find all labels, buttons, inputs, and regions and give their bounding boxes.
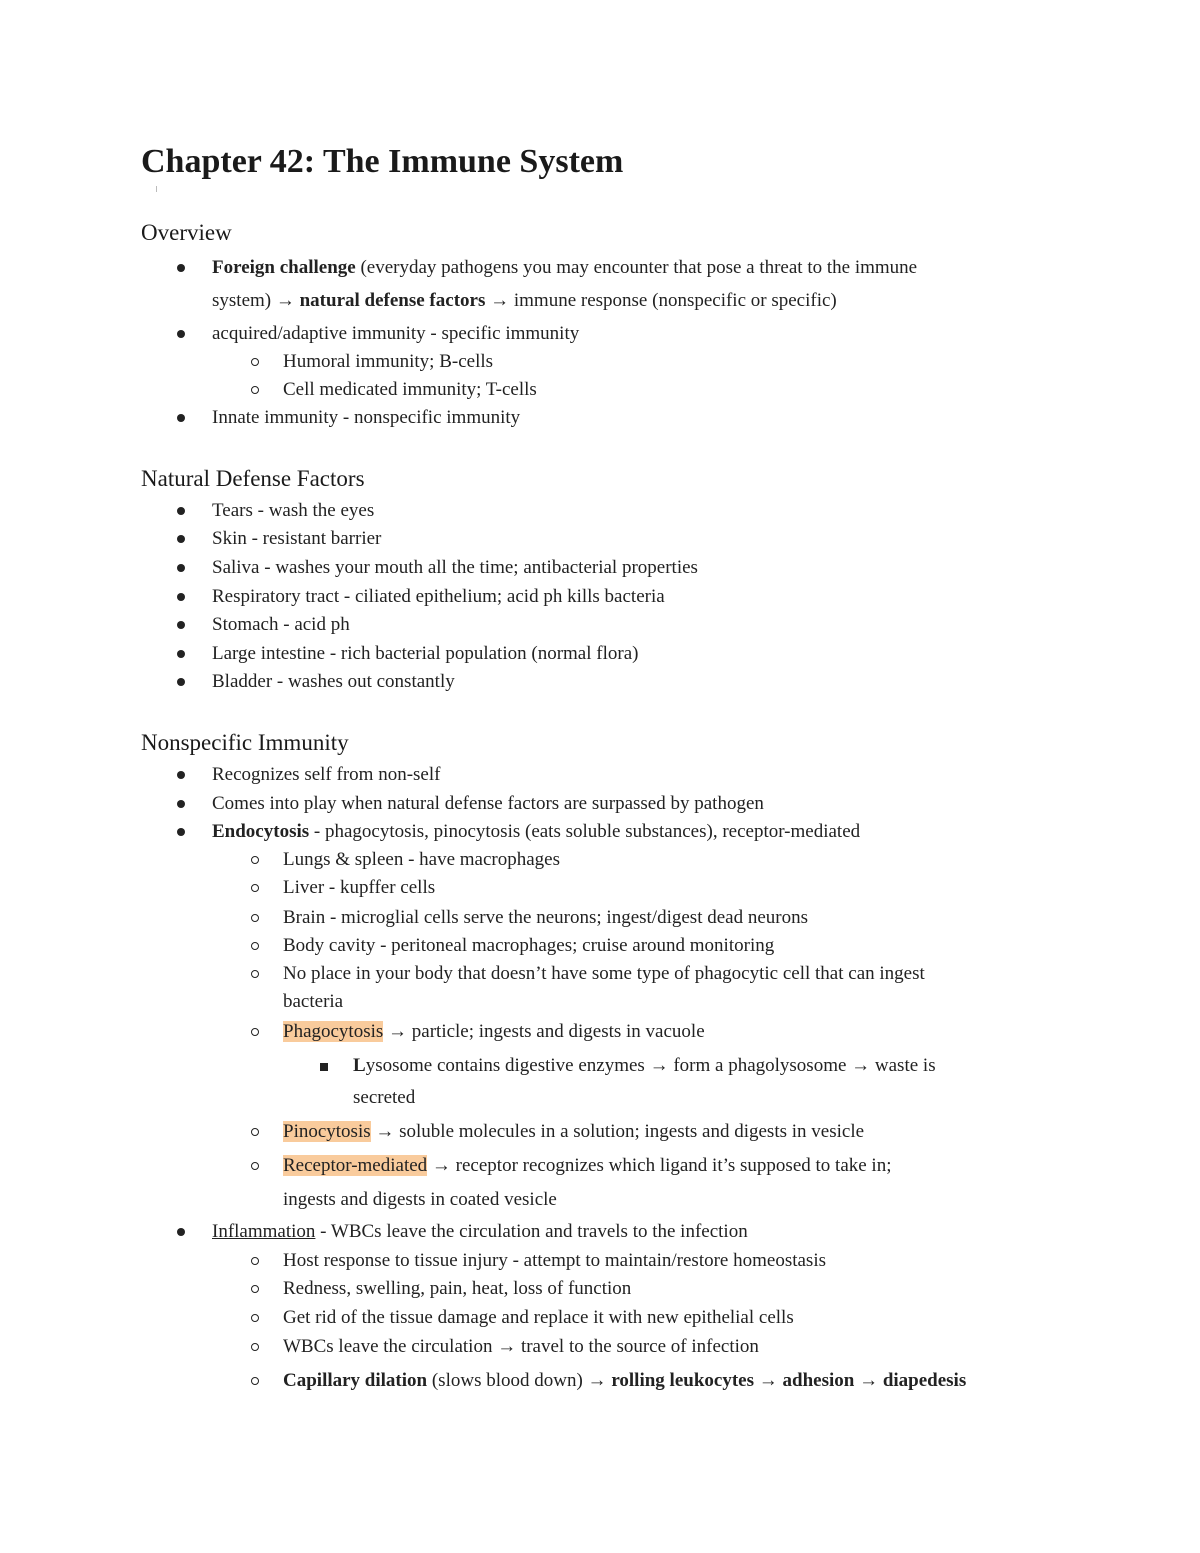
bullet-icon	[177, 564, 185, 572]
list-item-phagocytosis: Phagocytosis → particle; ingests and digests in vacuole	[283, 1021, 705, 1042]
bullet-icon	[177, 507, 185, 515]
list-item-pinocytosis: Pinocytosis → soluble molecules in a solution; ingests and digests in vesicle	[283, 1121, 865, 1142]
circle-bullet-icon	[251, 1162, 259, 1170]
circle-bullet-icon	[251, 1257, 259, 1265]
bullet-icon	[177, 535, 185, 543]
list-item-foreign-challenge: Foreign challenge (everyday pathogens you may encounter that pose a threat to the immune	[212, 257, 918, 278]
natural-defense-heading: Natural Defense Factors	[141, 466, 365, 491]
list-item-cell-medicated: Cell medicated immunity; T-cells	[283, 379, 537, 400]
endocytosis-term: Endocytosis	[212, 821, 310, 842]
rolling-leukocytes-term: rolling leukocytes	[611, 1370, 754, 1391]
circle-bullet-icon	[251, 970, 259, 978]
circle-bullet-icon	[251, 942, 259, 950]
diapedesis-term: diapedesis	[882, 1370, 967, 1391]
circle-bullet-icon	[251, 1343, 259, 1351]
adhesion-term: adhesion	[782, 1370, 855, 1391]
bullet-icon	[177, 414, 185, 422]
bullet-icon	[177, 330, 185, 338]
circle-bullet-icon	[251, 914, 259, 922]
square-bullet-icon	[320, 1063, 328, 1071]
list-item-get-rid: Get rid of the tissue damage and replace it with new epithelial cells	[283, 1307, 794, 1328]
circle-bullet-icon	[251, 884, 259, 892]
circle-bullet-icon	[251, 386, 259, 394]
list-item-recognizes: Recognizes self from non-self	[212, 764, 441, 785]
pinocytosis-highlight: Pinocytosis	[283, 1121, 371, 1142]
circle-bullet-icon	[251, 1285, 259, 1293]
list-item-respiratory: Respiratory tract - ciliated epithelium; acid ph kills bacteria	[212, 586, 665, 607]
circle-bullet-icon	[251, 358, 259, 366]
list-item-saliva: Saliva - washes your mouth all the time; antibacterial properties	[212, 557, 698, 578]
bullet-icon	[177, 678, 185, 686]
list-item-endocytosis: Endocytosis - phagocytosis, pinocytosis (eats soluble substances), receptor-mediated	[212, 821, 861, 842]
list-item-lungs: Lungs & spleen - have macrophages	[283, 849, 560, 870]
bullet-icon	[177, 264, 185, 272]
list-item-bladder: Bladder - washes out constantly	[212, 671, 455, 692]
text-cursor-mark	[156, 186, 157, 192]
list-item-liver: Liver - kupffer cells	[283, 877, 436, 898]
bullet-icon	[177, 771, 185, 779]
natural-defense-term: natural defense factors	[299, 290, 486, 311]
list-item-continuation: system) → natural defense factors → immune response (nonspecific or specific)	[212, 290, 837, 311]
list-item-tears: Tears - wash the eyes	[212, 500, 375, 521]
foreign-challenge-term: Foreign challenge	[212, 257, 356, 278]
capillary-dilation-term: Capillary dilation	[283, 1370, 428, 1391]
circle-bullet-icon	[251, 1128, 259, 1136]
list-item-humoral: Humoral immunity; B-cells	[283, 351, 494, 372]
overview-heading: Overview	[141, 220, 232, 245]
inflammation-term: Inflammation	[212, 1221, 316, 1242]
circle-bullet-icon	[251, 1028, 259, 1036]
list-item-no-place: No place in your body that doesn’t have some type of phagocytic cell that can ingest	[283, 963, 925, 984]
list-item-inflammation: Inflammation - WBCs leave the circulation and travels to the infection	[212, 1221, 748, 1242]
list-item-body-cavity: Body cavity - peritoneal macrophages; cruise around monitoring	[283, 935, 775, 956]
bullet-icon	[177, 650, 185, 658]
list-item-wbcs: WBCs leave the circulation → travel to the source of infection	[283, 1336, 759, 1357]
bullet-icon	[177, 800, 185, 808]
list-item-continuation: secreted	[353, 1087, 416, 1108]
circle-bullet-icon	[251, 1377, 259, 1385]
list-item-receptor-mediated: Receptor-mediated → receptor recognizes which ligand it’s supposed to take in;	[283, 1155, 892, 1176]
list-item-innate: Innate immunity - nonspecific immunity	[212, 407, 521, 428]
circle-bullet-icon	[251, 1314, 259, 1322]
receptor-mediated-highlight: Receptor-mediated	[283, 1155, 428, 1176]
list-item-large-intestine: Large intestine - rich bacterial population (normal flora)	[212, 643, 639, 664]
bullet-icon	[177, 621, 185, 629]
page-title: Chapter 42: The Immune System	[141, 143, 624, 180]
bullet-icon	[177, 1228, 185, 1236]
bullet-icon	[177, 828, 185, 836]
list-item-stomach: Stomach - acid ph	[212, 614, 350, 635]
circle-bullet-icon	[251, 856, 259, 864]
list-item-acquired: acquired/adaptive immunity - specific immunity	[212, 323, 580, 344]
list-item-comes-into-play: Comes into play when natural defense factors are surpassed by pathogen	[212, 793, 764, 814]
phagocytosis-highlight: Phagocytosis	[283, 1021, 384, 1042]
list-item-skin: Skin - resistant barrier	[212, 528, 382, 549]
list-item-redness: Redness, swelling, pain, heat, loss of function	[283, 1278, 632, 1299]
list-item-continuation: bacteria	[283, 991, 344, 1012]
list-item-host-response: Host response to tissue injury - attempt to maintain/restore homeostasis	[283, 1250, 826, 1271]
list-item-capillary-dilation: Capillary dilation (slows blood down) → rolling leukocytes → adhesion → diapedesis	[283, 1370, 967, 1391]
list-item-lysosome: Lysosome contains digestive enzymes → form a phagolysosome → waste is	[353, 1055, 936, 1076]
nonspecific-heading: Nonspecific Immunity	[141, 730, 349, 755]
list-item-brain: Brain - microglial cells serve the neurons; ingest/digest dead neurons	[283, 907, 808, 928]
bullet-icon	[177, 593, 185, 601]
list-item-continuation: ingests and digests in coated vesicle	[283, 1189, 557, 1210]
